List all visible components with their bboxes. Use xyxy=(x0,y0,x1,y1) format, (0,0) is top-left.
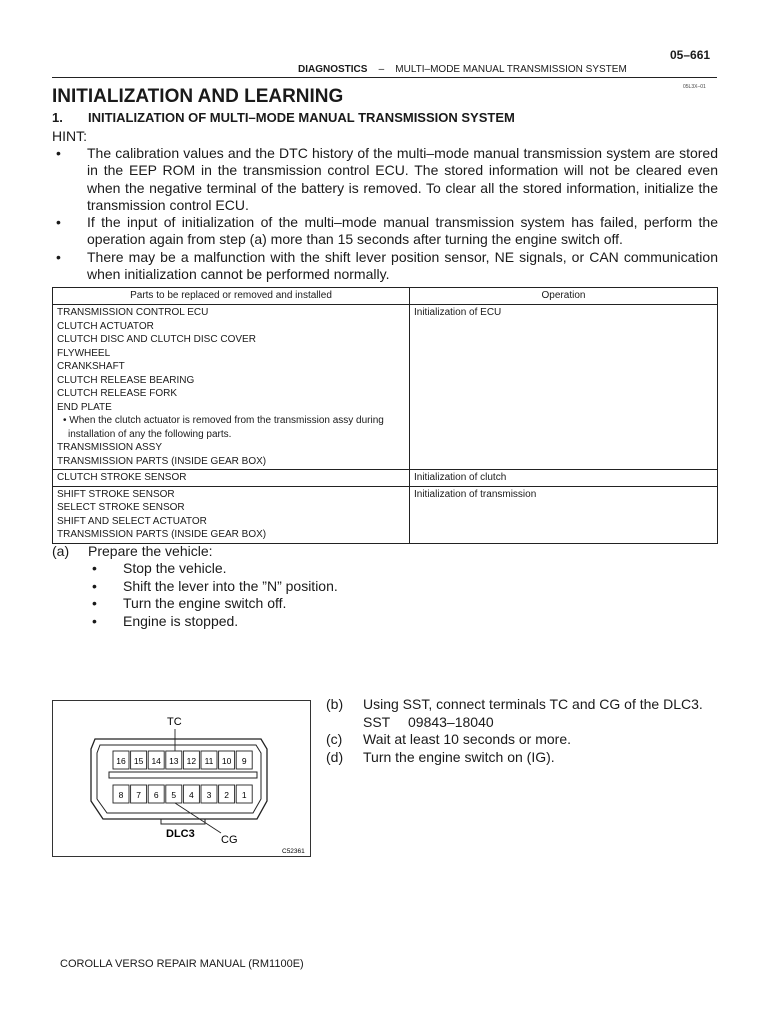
dlc3-connector-diagram xyxy=(53,701,310,856)
part-note: • When the clutch actuator is removed from the transmission assy during xyxy=(63,415,384,426)
footer: COROLLA VERSO REPAIR MANUAL (RM1100E) xyxy=(60,958,304,970)
operation-cell xyxy=(410,486,718,543)
list-item: • Engine is stopped. xyxy=(92,612,239,629)
part-item: END PLATE xyxy=(57,401,112,413)
steps-b-d xyxy=(326,696,703,766)
operation-cell xyxy=(410,470,718,487)
table-row xyxy=(53,470,718,487)
part-item: CRANKSHAFT xyxy=(57,361,125,372)
list-item-text: Turn the engine switch off. xyxy=(123,595,287,611)
doc-code: 05L3X–01 xyxy=(683,84,706,90)
list-item-text: Engine is stopped. xyxy=(123,612,239,629)
part-item: CLUTCH RELEASE BEARING xyxy=(57,374,195,386)
page-number: 05–661 xyxy=(670,48,711,62)
bottom-pin-number: 7 xyxy=(136,790,141,800)
step-label: (d) xyxy=(326,748,344,765)
table-row xyxy=(53,305,718,470)
section-name: DIAGNOSTICS xyxy=(298,64,368,75)
operation-text: Initialization of ECU xyxy=(414,307,502,318)
table-header-row xyxy=(53,288,718,305)
hint-list xyxy=(52,145,718,283)
header-rule xyxy=(52,77,717,78)
hint-item: • If the input of initialization of the multi–mode manual transmission system has failed, perform the operation again from step (a) more than 15 seconds after turning the engine switch off. xyxy=(56,214,718,248)
part-item: TRANSMISSION ASSY xyxy=(57,442,163,453)
step-text: Wait at least 10 seconds or more. xyxy=(363,731,572,747)
sst-label: SST xyxy=(363,713,391,730)
top-pin-number: 10 xyxy=(221,756,232,766)
list-item-text: Stop the vehicle. xyxy=(123,560,227,576)
operation-cell xyxy=(410,305,718,470)
part-item: CLUTCH DISC AND CLUTCH DISC COVER xyxy=(57,334,256,345)
top-pin-number: 16 xyxy=(116,756,126,766)
list-item: • Turn the engine switch off. xyxy=(92,595,287,611)
part-item: SHIFT AND SELECT ACTUATOR xyxy=(57,515,207,527)
list-item-text: Shift the lever into the ”N” position. xyxy=(123,577,338,594)
part-item: TRANSMISSION PARTS (INSIDE GEAR BOX) xyxy=(57,529,267,540)
table-row xyxy=(53,486,718,543)
section-subtitle: MULTI–MODE MANUAL TRANSMISSION SYSTEM xyxy=(395,64,627,75)
bottom-pin-number: 1 xyxy=(241,790,247,800)
dlc3-label: DLC3 xyxy=(166,828,195,840)
parts-cell xyxy=(53,470,410,487)
list-item: • Shift the lever into the ”N” position. xyxy=(92,577,338,594)
hint-label: HINT: xyxy=(52,128,87,144)
step-row xyxy=(326,749,703,767)
subheading-text: INITIALIZATION OF MULTI–MODE MANUAL TRANSMISSION SYSTEM xyxy=(88,110,515,125)
hint-text: If the input of initialization of the multi–mode manual transmission system has failed, perform the operation again from step (a) more than 15 seconds after turning the engine switch off. xyxy=(87,214,718,248)
bottom-pin-number: 5 xyxy=(171,790,177,800)
step-row xyxy=(326,696,703,714)
connector-bottom-tab xyxy=(161,819,205,824)
hint-item: • There may be a malfunction with the shift lever position sensor, NE signals, or CAN communication when initialization cannot be performed normally. xyxy=(56,248,718,283)
bottom-pin-number: 6 xyxy=(153,790,159,800)
bottom-pin-number: 8 xyxy=(118,790,124,800)
connector-key-slot xyxy=(109,772,257,778)
bottom-pin-number: 2 xyxy=(224,790,229,800)
section-header xyxy=(298,64,627,75)
part-item: CLUTCH ACTUATOR xyxy=(57,320,154,332)
part-note: installation of any the following parts. xyxy=(68,428,232,440)
cg-label: CG xyxy=(221,834,238,846)
column-header-operation: Operation xyxy=(410,288,718,305)
top-pin-number: 15 xyxy=(133,756,144,766)
figure-code: C52361 xyxy=(282,848,305,855)
top-pin-number: 12 xyxy=(186,756,197,766)
step-label: (c) xyxy=(326,731,343,747)
hint-item: • The calibration values and the DTC history of the multi–mode manual transmission system are stored in the EEP ROM in the transmission control ECU. The stored information will not be cleared even when the negative terminal of the battery is removed. To clear all the stored information, initialize the transmission control ECU. xyxy=(56,145,718,213)
top-pin-number: 13 xyxy=(169,756,179,766)
top-pin-number: 14 xyxy=(151,756,161,766)
part-item: TRANSMISSION CONTROL ECU xyxy=(57,307,209,318)
tc-label: TC xyxy=(167,716,182,728)
sst-row xyxy=(326,714,703,732)
top-pin-row xyxy=(113,751,252,769)
part-item: TRANSMISSION PARTS (INSIDE GEAR BOX) xyxy=(57,455,267,467)
parts-operation-table xyxy=(52,287,718,544)
subheading xyxy=(52,110,515,125)
part-item: SELECT STROKE SENSOR xyxy=(57,502,185,513)
bottom-pin-row xyxy=(113,785,252,803)
hint-text: The calibration values and the DTC history of the multi–mode manual transmission system are stored in the EEP ROM in the transmission control ECU. The stored information will not be cleared even when the negative terminal of the battery is removed. To clear all the stored information, initialize the transmission control ECU. xyxy=(87,145,718,213)
part-item: CLUTCH RELEASE FORK xyxy=(57,388,178,399)
part-item: SHIFT STROKE SENSOR xyxy=(57,488,175,500)
section-dash: – xyxy=(378,64,385,75)
list-item: • Stop the vehicle. xyxy=(92,560,227,576)
step-text: Turn the engine switch on (IG). xyxy=(363,748,555,765)
parts-cell xyxy=(53,305,410,470)
part-item: CLUTCH STROKE SENSOR xyxy=(57,472,187,483)
subheading-number: 1. xyxy=(52,110,63,125)
dlc3-figure xyxy=(52,700,311,857)
sst-value: 09843–18040 xyxy=(408,713,494,730)
parts-cell xyxy=(53,486,410,543)
bottom-pin-number: 3 xyxy=(206,790,212,800)
step-a-list xyxy=(90,560,338,630)
hint-text: There may be a malfunction with the shift lever position sensor, NE signals, or CAN communication when initialization cannot be performed normally. xyxy=(87,248,718,283)
top-pin-number: 11 xyxy=(204,756,214,766)
step-text: Using SST, connect terminals TC and CG of the DLC3. xyxy=(363,696,703,712)
part-item: FLYWHEEL xyxy=(57,347,111,359)
page-title: INITIALIZATION AND LEARNING xyxy=(52,86,344,107)
step-a-label: (a) xyxy=(52,543,70,559)
operation-text: Initialization of transmission xyxy=(414,488,537,500)
step-label: (b) xyxy=(326,696,344,712)
step-row xyxy=(326,731,703,749)
bottom-pin-number: 4 xyxy=(189,790,194,800)
column-header-parts: Parts to be replaced or removed and installed xyxy=(53,288,410,305)
top-pin-number: 9 xyxy=(241,756,247,766)
step-a-text: Prepare the vehicle: xyxy=(88,543,213,559)
operation-text: Initialization of clutch xyxy=(414,472,507,483)
